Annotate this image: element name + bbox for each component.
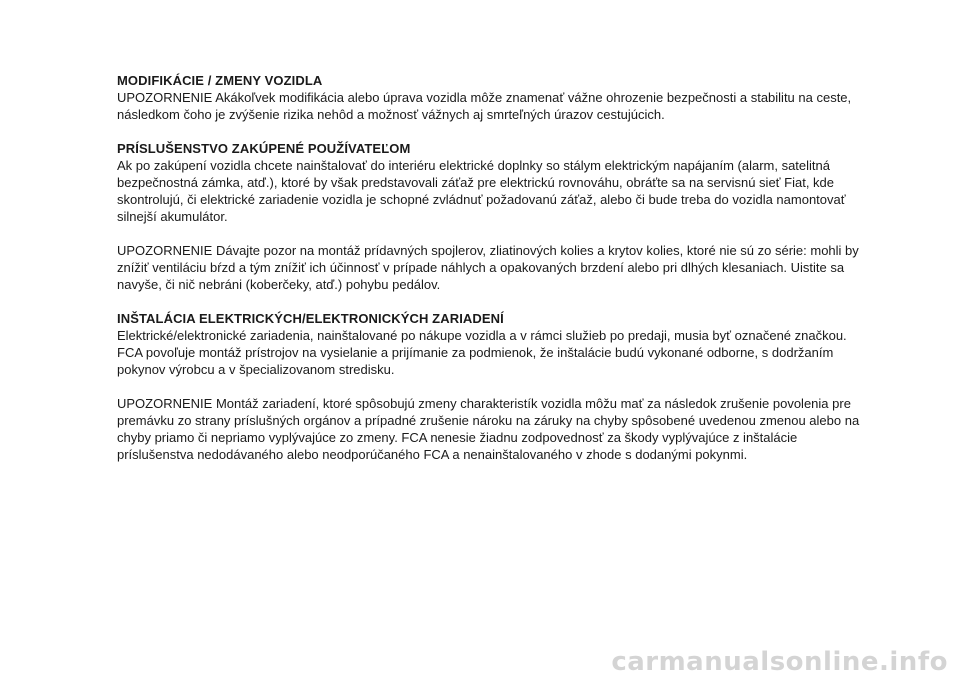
site-watermark: carmanualsonline.info	[611, 647, 948, 677]
section-heading: PRÍSLUŠENSTVO ZAKÚPENÉ POUŽÍVATEĽOM	[117, 141, 411, 156]
warning-paragraph: UPOZORNENIE Akákoľvek modifikácia alebo úprava vozidla môže znamenať vážne ohrozenie bezpečnosti a stabilitu na ceste, následkom čoho je zvýšenie rizika nehôd a možnosť vážnych aj smrteľných úrazov cestujúcich.	[117, 90, 852, 122]
warning-paragraph: UPOZORNENIE Montáž zariadení, ktoré spôsobujú zmeny charakteristík vozidla môžu mať za následok zrušenie povolenia pre premávku zo strany príslušných orgánov a prípadné zrušenie nároku na záruky na chyby spôsobené uvedenou zmenou alebo na chyby priamo či nepriamo vyplývajúce zo zmeny. FCA nenesie žiadnu zodpovednosť za škody vyplývajúce z inštalácie príslušenstva nedodávaného alebo neodporúčaného FCA a nenainštalovaného v zhode s dodanými pokynmi.	[117, 396, 860, 462]
body-paragraph: Elektrické/elektronické zariadenia, nainštalované po nákupe vozidla a v rámci služieb po predaji, musia byť označené značkou. FCA povoľuje montáž prístrojov na vysielanie a prijímanie za podmienok, že inštalácie budú vykonané odborne, s dodržaním pokynov výrobcu a v špecializovanom stredisku.	[117, 328, 847, 377]
section-modifications	[117, 72, 862, 123]
warning-paragraph: UPOZORNENIE Dávajte pozor na montáž prídavných spojlerov, zliatinových kolies a krytov kolies, ktoré nie sú zo série: mohli by znížiť ventiláciu bŕzd a tým znížiť ich účinnosť v prípade náhlych a opakovaných brzdení alebo pri dlhých klesaniach. Uistite sa navyše, či nič nebráni (koberčeky, atď.) pohybu pedálov.	[117, 243, 859, 292]
section-heading: INŠTALÁCIA ELEKTRICKÝCH/ELEKTRONICKÝCH ZARIADENÍ	[117, 311, 504, 326]
section-electrical-installation	[117, 310, 862, 463]
section-heading: MODIFIKÁCIE / ZMENY VOZIDLA	[117, 73, 323, 88]
section-accessories	[117, 140, 862, 293]
manual-page	[117, 72, 862, 463]
body-paragraph: Ak po zakúpení vozidla chcete nainštalovať do interiéru elektrické doplnky so stálym elektrickým napájaním (alarm, satelitná bezpečnostná zámka, atď.), ktoré by však predstavovali záťaž pre elektrickú rovnováhu, obráťte sa na servisnú sieť Fiat, kde skontrolujú, či elektrické zariadenie vozidla je schopné zvládnuť požadovanú záťaž, alebo či bude treba do vozidla namontovať silnejší akumulátor.	[117, 158, 846, 224]
